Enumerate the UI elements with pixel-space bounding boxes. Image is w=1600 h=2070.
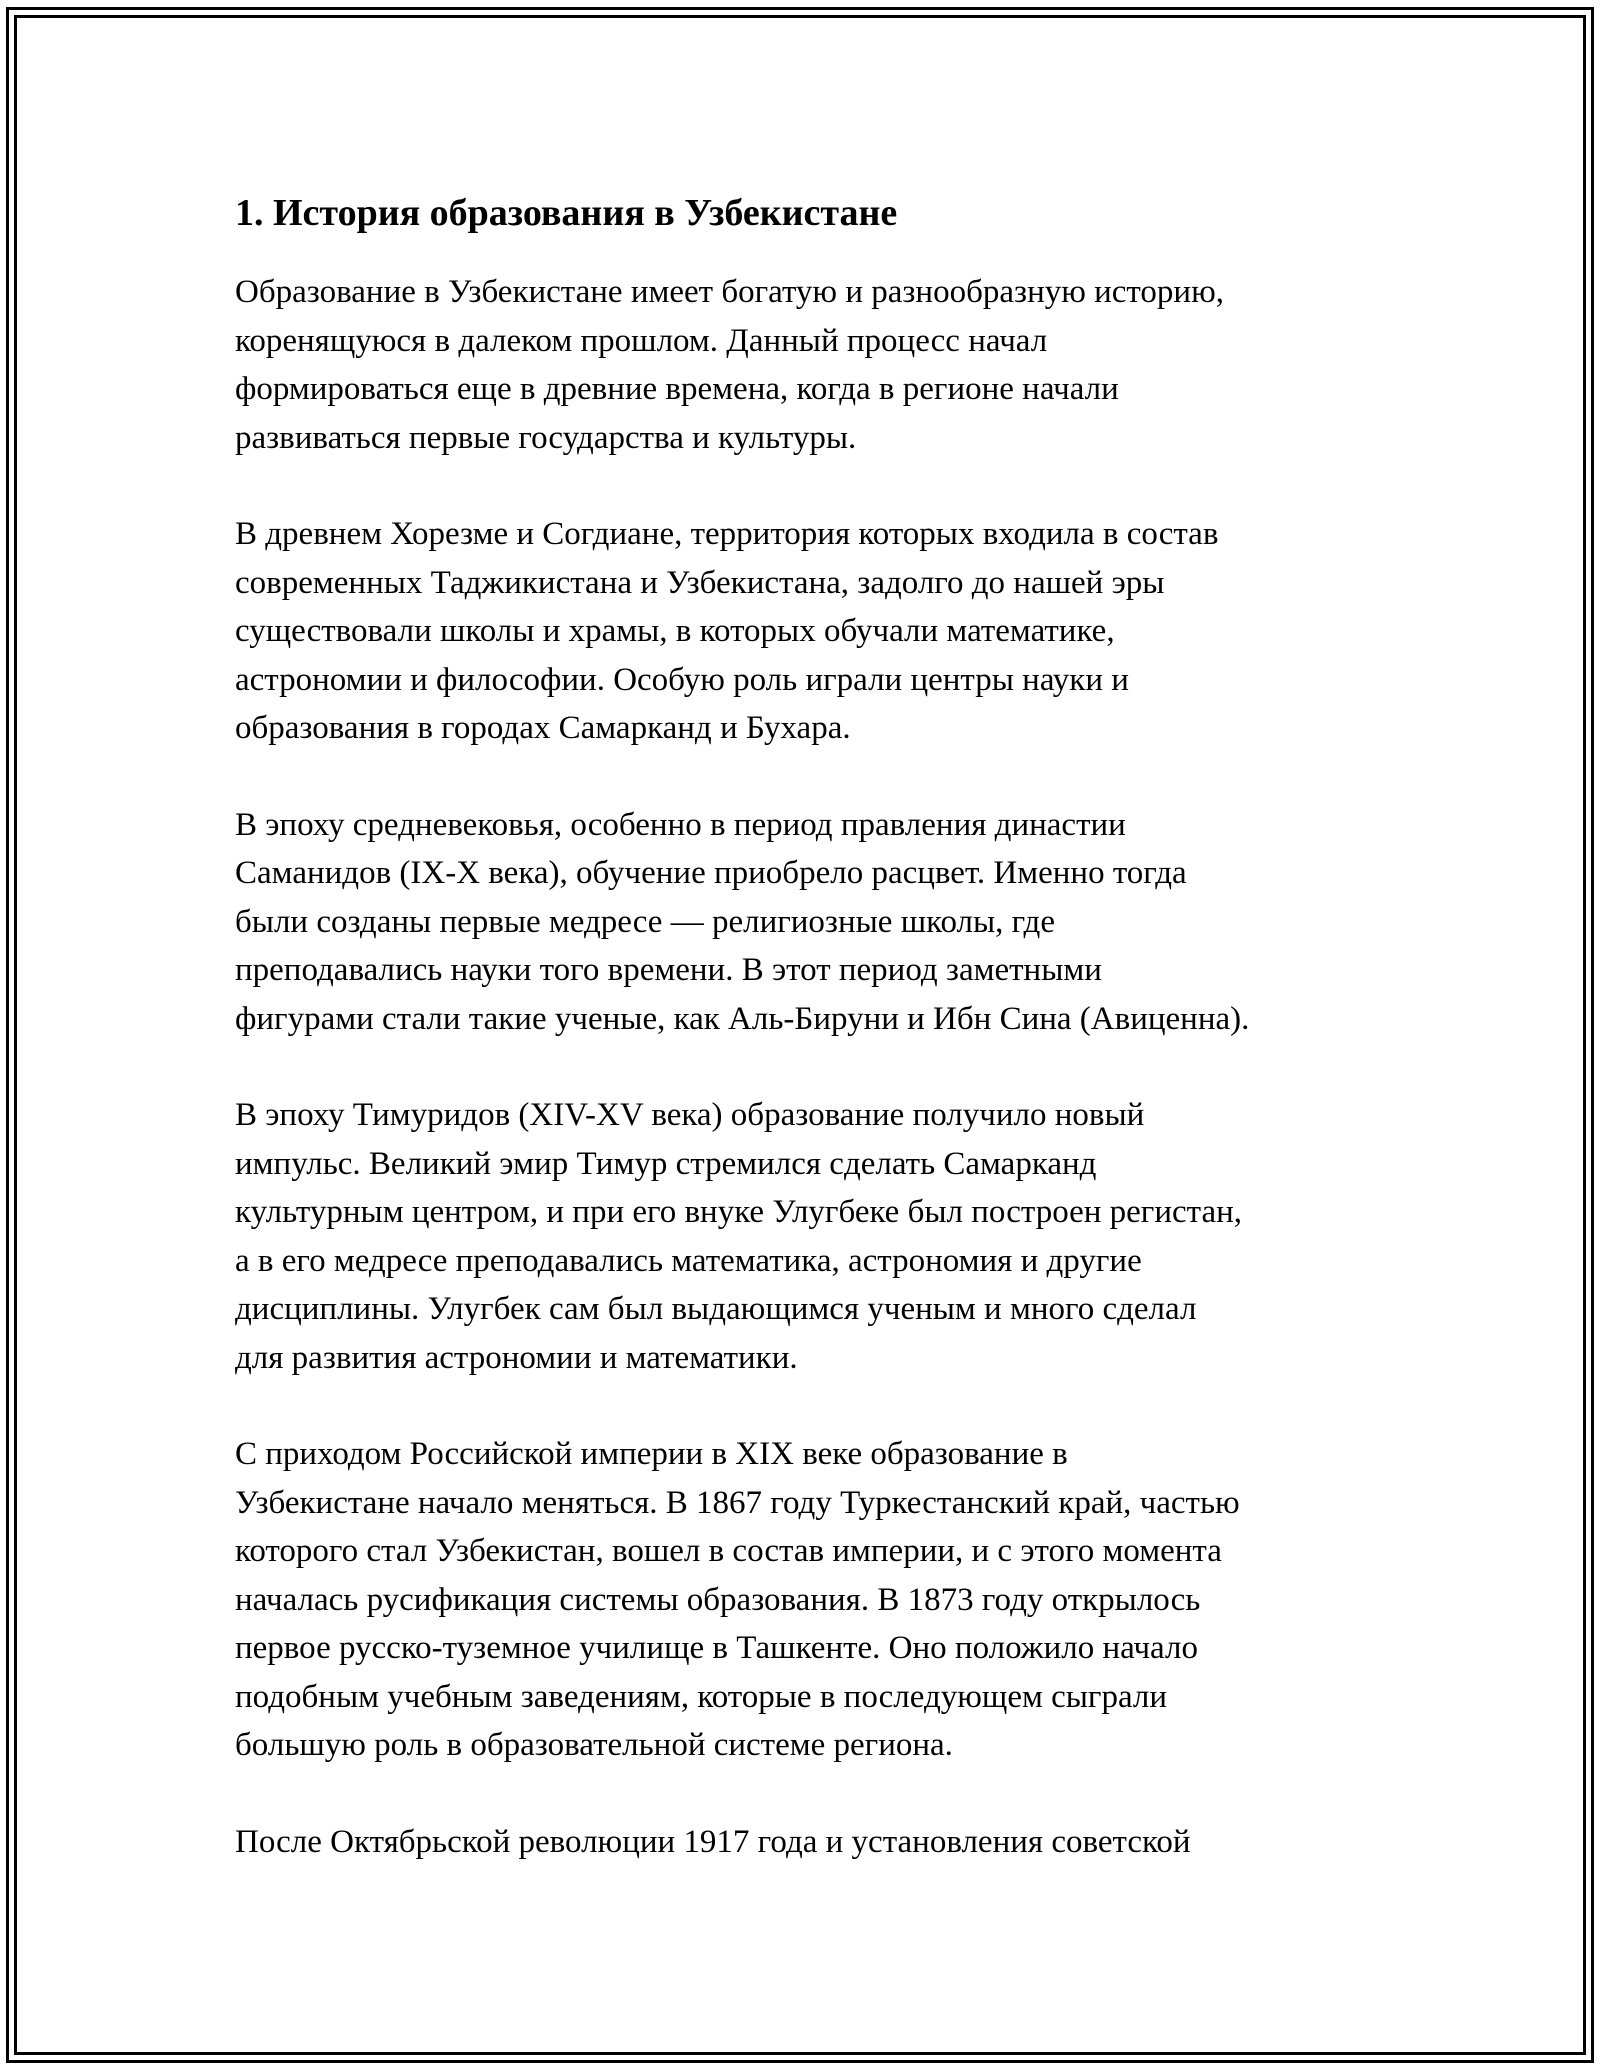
paragraph-line: дисциплины. Улугбек сам был выдающимся ученым и много сделал [235,1291,1197,1327]
paragraph-line: В древнем Хорезме и Согдиане, территория которых входила в состав [235,516,1219,552]
paragraph-line: началась русификация системы образования. В 1873 году открылось [235,1581,1201,1618]
paragraph-line: современных Таджикистана и Узбекистана, задолго до нашей эры [235,564,1165,601]
paragraph-line: для развития астрономии и математики. [235,1339,798,1376]
paragraph-line: С приходом Российской империи в XIX веке образование в [235,1436,1068,1472]
paragraph-line: В эпоху Тимуридов (XIV-XV века) образование получило новый [235,1097,1145,1133]
paragraph-line: астрономии и философии. Особую роль играли центры науки и [235,661,1129,698]
paragraph-line: были созданы первые медресе — религиозные школы, где [235,903,1055,940]
paragraph-2 [235,510,1415,753]
paragraph-line: Узбекистане начало меняться. В 1867 году Туркестанский край, частью [235,1484,1240,1521]
paragraph-line: После Октябрьской революции 1917 года и установления советской [235,1823,1191,1860]
paragraph-line: образования в городах Самарканд и Бухара. [235,710,851,746]
paragraph-line: подобным учебным заведениям, которые в последующем сыграли [235,1678,1168,1715]
paragraph-5 [235,1430,1415,1770]
paragraph-line: импульс. Великий эмир Тимур стремился сделать Самарканд [235,1145,1097,1182]
document-body [235,180,1415,1914]
paragraph-line: Образование в Узбекистане имеет богатую и разнообразную историю, [235,274,1224,310]
paragraph-line: развиваться первые государства и культуры. [235,419,857,456]
paragraph-line: а в его медресе преподавались математика, астрономия и другие [235,1242,1142,1279]
paragraph-line: Саманидов (IX-X века), обучение приобрело расцвет. Именно тогда [235,855,1187,891]
paragraph-line: формироваться еще в древние времена, когда в регионе начали [235,371,1119,407]
paragraph-line: которого стал Узбекистан, вошел в состав империи, и с этого момента [235,1533,1222,1569]
paragraph-4 [235,1091,1415,1382]
paragraph-line: коренящуюся в далеком прошлом. Данный процесс начал [235,322,1048,359]
paragraph-line: существовали школы и храмы, в которых обучали математике, [235,613,1115,649]
paragraph-line: большую роль в образовательной системе региона. [235,1727,953,1763]
paragraph-3 [235,801,1415,1044]
paragraph-6 [235,1818,1415,1867]
section-heading: 1. История образования в Узбекистане [235,192,898,234]
paragraph-line: преподавались науки того времени. В этот период заметными [235,952,1102,988]
paragraph-line: фигурами стали такие ученые, как Аль-Бируни и Ибн Сина (Авиценна). [235,1000,1250,1037]
paragraph-line: В эпоху средневековья, особенно в период правления династии [235,806,1126,843]
paragraph-1 [235,268,1415,462]
paragraph-line: культурным центром, и при его внуке Улугбеке был построен регистан, [235,1194,1243,1230]
paragraph-line: первое русско-туземное училище в Ташкенте. Оно положило начало [235,1630,1198,1666]
